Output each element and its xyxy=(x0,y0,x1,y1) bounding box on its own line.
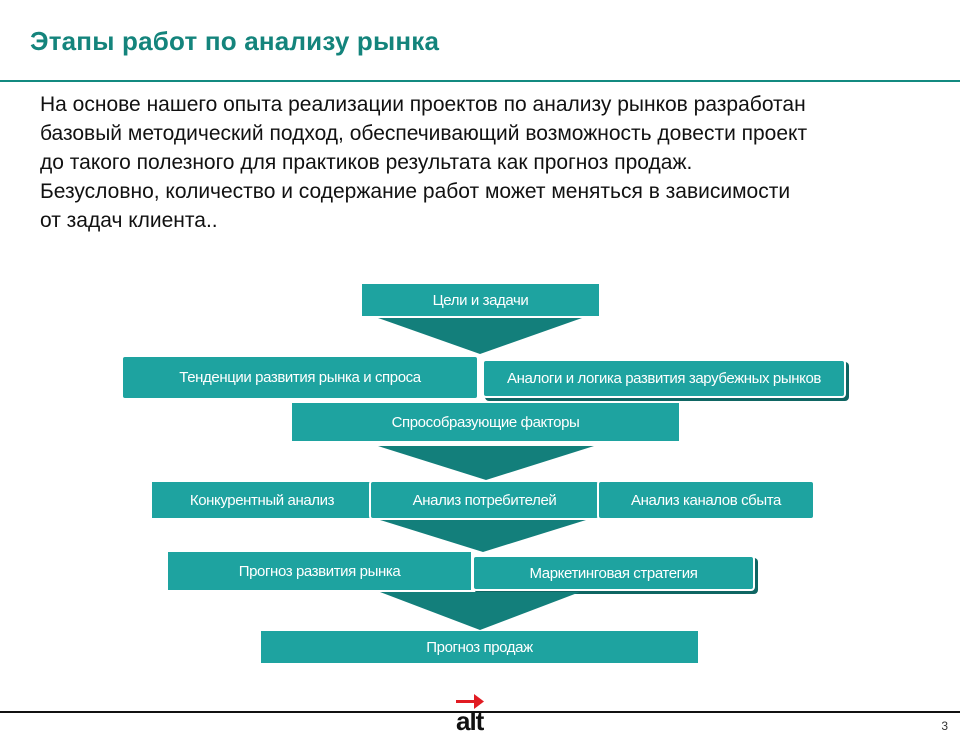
consumer-analysis-box: Анализ потребителей xyxy=(369,480,600,520)
sales-forecast-box: Прогноз продаж xyxy=(261,631,698,663)
company-logo xyxy=(452,690,496,736)
goals-box: Цели и задачи xyxy=(362,284,599,316)
market-trends-box: Тенденции развития рынка и спроса xyxy=(121,355,479,400)
foreign-markets-box: Аналоги и логика развития зарубежных рынков xyxy=(482,359,846,398)
page-number: 3 xyxy=(941,719,948,733)
flow-arrow-1 xyxy=(378,318,582,354)
flow-arrow-2 xyxy=(378,446,594,480)
marketing-strategy-box: Маркетинговая стратегия xyxy=(472,555,755,591)
competitor-analysis-box: Конкурентный анализ xyxy=(152,482,372,518)
sales-channels-box: Анализ каналов сбыта xyxy=(597,480,815,520)
title-divider xyxy=(0,80,960,82)
flow-arrow-3 xyxy=(380,520,586,552)
flow-arrow-4 xyxy=(380,592,580,630)
market-forecast-box: Прогноз развития рынка xyxy=(168,552,471,590)
svg-text:alt: alt xyxy=(456,706,484,736)
intro-paragraph: На основе нашего опыта реализации проектов по анализу рынков разработан базовый методический подход, обеспечивающий возможность довести проект до такого полезного для практиков результата как прогноз продаж. Безусловно, количество и содержание работ может меняться в зависимости от задач клиента.. xyxy=(40,93,808,232)
demand-factors-box: Спрособразующие факторы xyxy=(292,403,679,441)
slide-title: Этапы работ по анализу рынка xyxy=(30,26,440,56)
